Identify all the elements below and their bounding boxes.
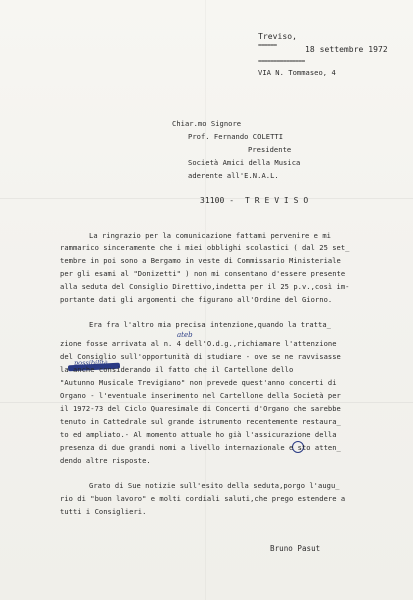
body-line: Organo - l'eventuale inserimento nel Cartellone della Società per <box>60 391 341 400</box>
signature-name: Bruno Pasut <box>270 544 321 553</box>
body-line: zione fosse arrivata al n. 4 dell'O.d.g.,richiamare l'attenzione <box>60 339 337 348</box>
body-line: presenza di due grandi nomi a livello internazionale e sto atten_ <box>60 443 341 452</box>
body-line: tenuto in Cattedrale sul grande istrumento recentemente restaura_ <box>60 417 341 426</box>
recipient-postal: 31100 - <box>200 196 235 205</box>
body-line: alla seduta del Consiglio Direttivo,indetta per il 25 p.v.,così im- <box>60 282 350 291</box>
body-line: il 1972-73 del Ciclo Quaresimale di Concerti d'Organo che sarebbe <box>60 404 341 413</box>
body-line: tutti i Consiglieri. <box>60 507 147 516</box>
recipient-city: T R E V I S O <box>245 196 309 205</box>
header-date: 18 settembre 1972 <box>305 45 388 54</box>
header-address: VIA N. Tommaseo, 4 <box>258 68 336 77</box>
body-line: dendo altre risposte. <box>60 456 151 465</box>
header-address-underline: =============== <box>258 58 305 65</box>
header-city-underline: ====== <box>258 42 277 49</box>
body-line: tembre in poi sono a Bergamo in veste di Commissario Ministeriale <box>60 256 341 265</box>
recipient-salutation: Chiar.mo Signore <box>172 119 242 128</box>
body-line: La ringrazio per la comunicazione fattami pervenire e mi <box>89 231 331 240</box>
body-line: la anche considerando il fatto che il Cartellone dello <box>60 365 294 374</box>
recipient-affiliation: aderente all'E.N.A.L. <box>188 171 279 180</box>
handwritten-margin-word: possibilità <box>74 359 108 367</box>
body-line: to ed ampliato.- Al momento attuale ho già l'assicurazione della <box>60 430 337 439</box>
body-line: rammarico sinceramente che i miei obblighi scolastici ( dal 25 set_ <box>60 243 350 252</box>
body-line: rio di "buon lavoro" e molti cordiali saluti,che prego estendere a <box>60 494 346 503</box>
recipient-role: Presidente <box>248 145 292 154</box>
recipient-name: Prof. Fernando COLETTI <box>188 132 284 141</box>
header-city: Treviso, <box>258 32 297 41</box>
body-line: Grato di Sue notizie sull'esito della seduta,porgo l'augu_ <box>89 481 340 490</box>
body-line: portante dati gli argomenti che figurano all'Ordine del Giorno. <box>60 295 333 304</box>
body-line: del Consiglio sull'opportunità di studiare - ove se ne ravvisasse <box>60 352 341 361</box>
body-line: Era fra l'altro mia precisa intenzione,quando la tratta_ <box>89 320 331 329</box>
body-line: per gli esami al "Donizetti" ) non mi consentano d'essere presente <box>60 269 346 278</box>
fold-line <box>0 402 413 403</box>
handwritten-note: ateb <box>177 331 193 339</box>
recipient-org: Società Amici della Musica <box>188 158 301 167</box>
body-line: "Autunno Musicale Trevigiano" non prevede quest'anno concerti di <box>60 378 337 387</box>
